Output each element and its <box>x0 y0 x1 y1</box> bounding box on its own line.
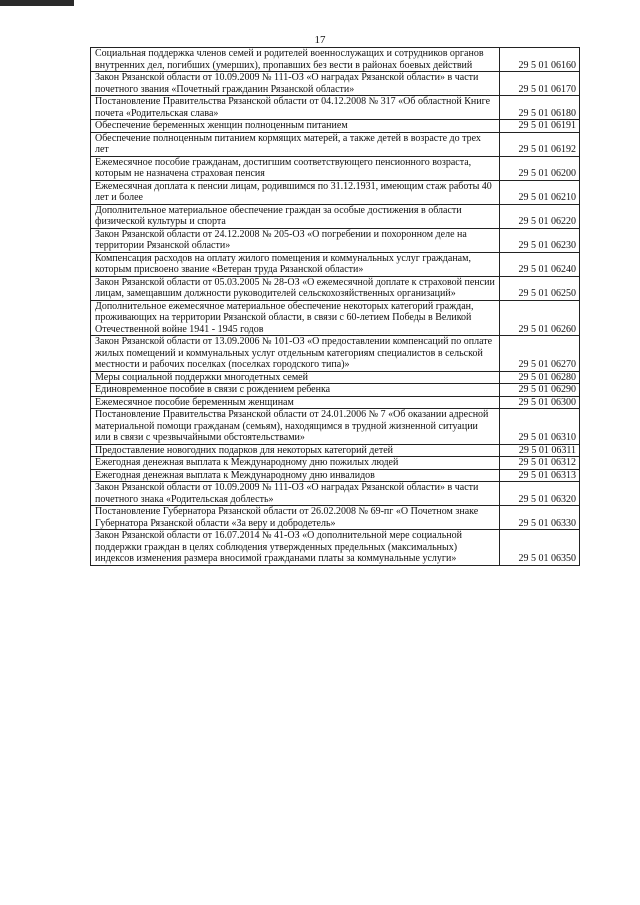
row-name-cell: Обеспечение беременных женщин полноценным питанием <box>91 120 500 133</box>
row-name-cell: Ежемесячное пособие гражданам, достигшим соответствующего пенсионного возраста, которым не назначена страховая пенсия <box>91 156 500 180</box>
budget-classification-table <box>90 47 580 566</box>
row-name-cell: Меры социальной поддержки многодетных семей <box>91 371 500 384</box>
row-name-cell: Единовременное пособие в связи с рождением ребенка <box>91 384 500 397</box>
row-name-cell: Ежегодная денежная выплата к Международному дню инвалидов <box>91 469 500 482</box>
row-code-cell: 29 5 01 06300 <box>500 396 580 409</box>
row-code-cell: 29 5 01 06230 <box>500 228 580 252</box>
row-name-cell: Ежегодная денежная выплата к Международному дню пожилых людей <box>91 457 500 470</box>
row-name-cell: Ежемесячное пособие беременным женщинам <box>91 396 500 409</box>
table-row <box>91 132 580 156</box>
row-name-cell: Ежемесячная доплата к пенсии лицам, родившимся по 31.12.1931, имеющим стаж работы 40 лет и более <box>91 180 500 204</box>
table-body <box>91 48 580 566</box>
table-row <box>91 530 580 566</box>
table-row <box>91 482 580 506</box>
row-code-cell: 29 5 01 06250 <box>500 276 580 300</box>
table-row <box>91 384 580 397</box>
row-code-cell: 29 5 01 06330 <box>500 506 580 530</box>
row-name-cell: Постановление Губернатора Рязанской области от 26.02.2008 № 69-пг «О Почетном знаке Губернатора Рязанской области «За веру и добродетель» <box>91 506 500 530</box>
row-code-cell: 29 5 01 06313 <box>500 469 580 482</box>
row-code-cell: 29 5 01 06260 <box>500 300 580 336</box>
table-row <box>91 336 580 372</box>
table-row <box>91 252 580 276</box>
row-code-cell: 29 5 01 06311 <box>500 444 580 457</box>
page-number: 17 <box>314 34 326 46</box>
scan-edge-mark <box>0 0 74 6</box>
row-name-cell: Закон Рязанской области от 13.09.2006 № 101-ОЗ «О предоставлении компенсаций по оплате жилых помещений и коммунальных услуг отдельным категориям специалистов в сельской местности и рабочих поселках (поселках городского типа)» <box>91 336 500 372</box>
row-name-cell: Дополнительное материальное обеспечение граждан за особые достижения в области физической культуры и спорта <box>91 204 500 228</box>
table-row <box>91 276 580 300</box>
table-row <box>91 396 580 409</box>
row-name-cell: Закон Рязанской области от 05.03.2005 № 28-ОЗ «О ежемесячной доплате к страховой пенсии лицам, замещавшим должности руководителей сельскохозяйственных организаций» <box>91 276 500 300</box>
table-row <box>91 180 580 204</box>
table-row <box>91 371 580 384</box>
row-name-cell: Закон Рязанской области от 16.07.2014 № 41-ОЗ «О дополнительной мере социальной поддержки граждан в целях соблюдения утвержденных предельных (максимальных) индексов изменения размера вносимой гражданами платы за коммунальные услуги» <box>91 530 500 566</box>
row-code-cell: 29 5 01 06290 <box>500 384 580 397</box>
row-code-cell: 29 5 01 06220 <box>500 204 580 228</box>
table-row <box>91 469 580 482</box>
row-name-cell: Компенсация расходов на оплату жилого помещения и коммунальных услуг гражданам, которым присвоено звание «Ветеран труда Рязанской области» <box>91 252 500 276</box>
row-code-cell: 29 5 01 06160 <box>500 48 580 72</box>
row-code-cell: 29 5 01 06350 <box>500 530 580 566</box>
row-name-cell: Закон Рязанской области от 24.12.2008 № 205-ОЗ «О погребении и похоронном деле на территории Рязанской области» <box>91 228 500 252</box>
table-row <box>91 72 580 96</box>
table-row <box>91 204 580 228</box>
table-row <box>91 156 580 180</box>
row-name-cell: Дополнительное ежемесячное материальное обеспечение некоторых категорий граждан, проживающих на территории Рязанской области, в связи с 60-летием Победы в Великой Отечественной войне 1941 - 1945 годов <box>91 300 500 336</box>
table-row <box>91 228 580 252</box>
table-row <box>91 48 580 72</box>
row-code-cell: 29 5 01 06192 <box>500 132 580 156</box>
table-row <box>91 300 580 336</box>
table-row <box>91 457 580 470</box>
row-name-cell: Закон Рязанской области от 10.09.2009 № 111-ОЗ «О наградах Рязанской области» в части почетного знака «Родительская доблесть» <box>91 482 500 506</box>
row-code-cell: 29 5 01 06240 <box>500 252 580 276</box>
table-row <box>91 120 580 133</box>
row-code-cell: 29 5 01 06280 <box>500 371 580 384</box>
row-code-cell: 29 5 01 06270 <box>500 336 580 372</box>
table-row <box>91 96 580 120</box>
row-code-cell: 29 5 01 06180 <box>500 96 580 120</box>
row-code-cell: 29 5 01 06170 <box>500 72 580 96</box>
row-code-cell: 29 5 01 06310 <box>500 409 580 445</box>
table-row <box>91 409 580 445</box>
row-name-cell: Социальная поддержка членов семей и родителей военнослужащих и сотрудников органов внутренних дел, погибших (умерших), пропавших без вести в районах боевых действий <box>91 48 500 72</box>
row-code-cell: 29 5 01 06200 <box>500 156 580 180</box>
row-code-cell: 29 5 01 06210 <box>500 180 580 204</box>
row-name-cell: Постановление Правительства Рязанской области от 24.01.2006 № 7 «Об оказании адресной материальной помощи гражданам (семьям), находящимся в трудной жизненной ситуации или в связи с чрезвычайными обстоятельствами» <box>91 409 500 445</box>
table-row <box>91 506 580 530</box>
row-code-cell: 29 5 01 06191 <box>500 120 580 133</box>
row-name-cell: Обеспечение полноценным питанием кормящих матерей, а также детей в возрасте до трех лет <box>91 132 500 156</box>
row-name-cell: Постановление Правительства Рязанской области от 04.12.2008 № 317 «Об областной Книге почета «Родительская слава» <box>91 96 500 120</box>
row-code-cell: 29 5 01 06312 <box>500 457 580 470</box>
table-row <box>91 444 580 457</box>
row-name-cell: Предоставление новогодних подарков для некоторых категорий детей <box>91 444 500 457</box>
row-name-cell: Закон Рязанской области от 10.09.2009 № 111-ОЗ «О наградах Рязанской области» в части почетного звания «Почетный гражданин Рязанской области» <box>91 72 500 96</box>
row-code-cell: 29 5 01 06320 <box>500 482 580 506</box>
